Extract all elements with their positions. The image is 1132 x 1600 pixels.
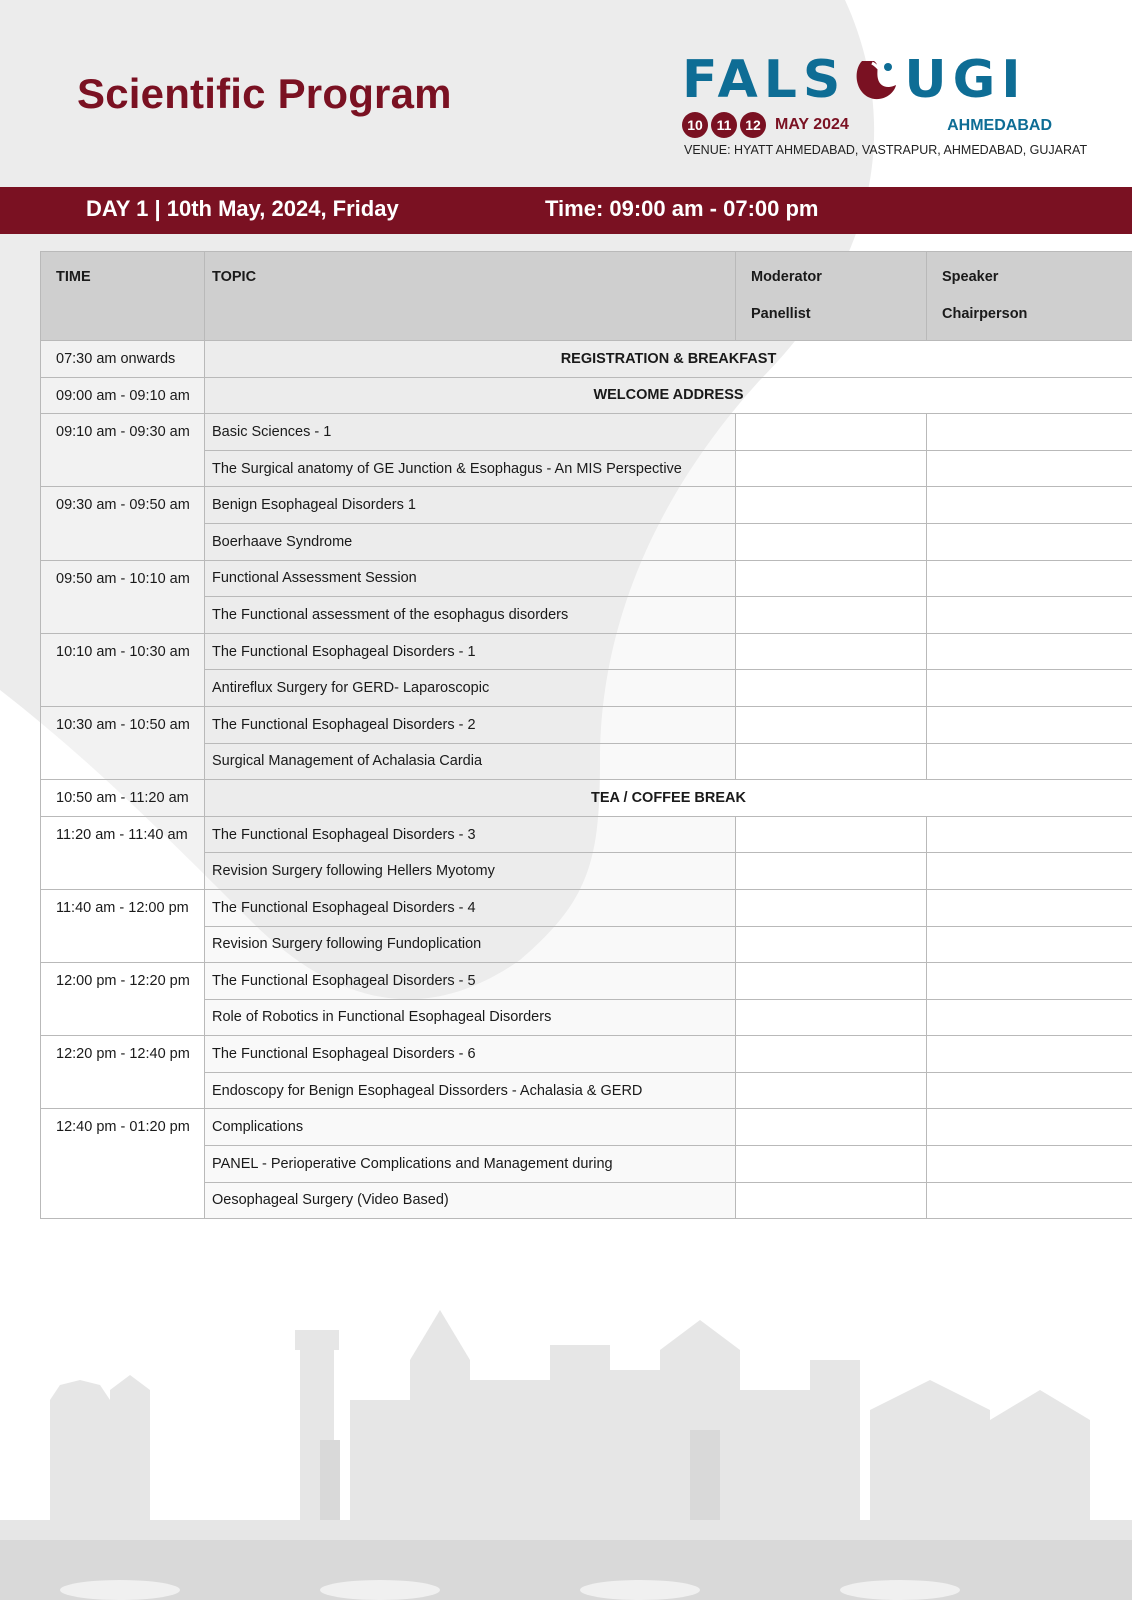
page-title: Scientific Program xyxy=(77,70,452,117)
session-topic: Oesophageal Surgery (Video Based) xyxy=(205,1182,736,1219)
session-topic: The Functional assessment of the esophagus disorders xyxy=(205,597,736,634)
session-time: 09:30 am - 09:50 am xyxy=(41,487,205,560)
logo-city: AHMEDABAD xyxy=(947,117,1052,134)
date-badge: 10 xyxy=(682,112,708,138)
table-row xyxy=(41,706,1132,743)
session-time: 09:50 am - 10:10 am xyxy=(41,560,205,633)
speaker-cell xyxy=(927,1146,1132,1183)
session-time: 10:50 am - 11:20 am xyxy=(41,780,205,817)
moderator-cell xyxy=(736,487,927,524)
session-topic: The Functional Esophageal Disorders - 5 xyxy=(205,963,736,1000)
venue-text: VENUE: HYATT AHMEDABAD, VASTRAPUR, AHMEDABAD, GUJARAT xyxy=(684,143,1088,157)
session-full-title: TEA / COFFEE BREAK xyxy=(205,780,1132,817)
table-row xyxy=(41,414,1132,451)
session-topic: The Functional Esophageal Disorders - 2 xyxy=(205,706,736,743)
session-topic: Basic Sciences - 1 xyxy=(205,414,736,451)
table-row xyxy=(41,926,1132,963)
session-topic: Complications xyxy=(205,1109,736,1146)
column-header-topic: TOPIC xyxy=(205,252,736,341)
moderator-cell xyxy=(736,1146,927,1183)
speaker-cell xyxy=(927,963,1132,1000)
session-full-title: WELCOME ADDRESS xyxy=(205,377,1132,414)
speaker-cell xyxy=(927,450,1132,487)
table-row xyxy=(41,1182,1132,1219)
moderator-cell xyxy=(736,999,927,1036)
date-badge: 11 xyxy=(711,112,737,138)
speaker-cell xyxy=(927,1036,1132,1073)
speaker-cell xyxy=(927,1072,1132,1109)
table-row xyxy=(41,487,1132,524)
moderator-cell xyxy=(736,633,927,670)
moderator-cell xyxy=(736,523,927,560)
table-row xyxy=(41,816,1132,853)
session-topic: Benign Esophageal Disorders 1 xyxy=(205,487,736,524)
stomach-icon xyxy=(850,55,900,105)
moderator-cell xyxy=(736,414,927,451)
speaker-cell xyxy=(927,523,1132,560)
speaker-cell xyxy=(927,487,1132,524)
session-time: 11:40 am - 12:00 pm xyxy=(41,889,205,962)
moderator-cell xyxy=(736,597,927,634)
day-label: DAY 1 | 10th May, 2024, Friday xyxy=(86,196,399,221)
moderator-cell xyxy=(736,816,927,853)
table-row xyxy=(41,633,1132,670)
table-row xyxy=(41,597,1132,634)
schedule-table xyxy=(40,251,1132,1219)
table-row xyxy=(41,889,1132,926)
speaker-cell xyxy=(927,633,1132,670)
table-row xyxy=(41,450,1132,487)
day-banner xyxy=(0,187,1132,234)
session-topic: Role of Robotics in Functional Esophageal Disorders xyxy=(205,999,736,1036)
date-badge: 12 xyxy=(740,112,766,138)
moderator-cell xyxy=(736,706,927,743)
city-skyline-illustration xyxy=(0,1290,1132,1600)
speaker-cell xyxy=(927,670,1132,707)
speaker-cell xyxy=(927,597,1132,634)
session-topic: The Functional Esophageal Disorders - 3 xyxy=(205,816,736,853)
logo-word-right: UGI xyxy=(904,50,1027,110)
column-header-moderator-panellist: Moderator Panellist xyxy=(736,252,927,341)
table-row xyxy=(41,963,1132,1000)
session-topic: The Functional Esophageal Disorders - 4 xyxy=(205,889,736,926)
schedule-body xyxy=(41,341,1132,1219)
moderator-cell xyxy=(736,926,927,963)
speaker-cell xyxy=(927,414,1132,451)
speaker-cell xyxy=(927,560,1132,597)
session-time: 09:00 am - 09:10 am xyxy=(41,377,205,414)
speaker-cell xyxy=(927,889,1132,926)
table-row xyxy=(41,999,1132,1036)
table-row xyxy=(41,670,1132,707)
logo-wordmark xyxy=(682,52,1027,108)
speaker-cell xyxy=(927,706,1132,743)
speaker-cell xyxy=(927,853,1132,890)
moderator-cell xyxy=(736,853,927,890)
table-row xyxy=(41,853,1132,890)
table-row xyxy=(41,1146,1132,1183)
session-time: 12:00 pm - 12:20 pm xyxy=(41,963,205,1036)
session-topic: PANEL - Perioperative Complications and Management during xyxy=(205,1146,736,1183)
session-topic: Endoscopy for Benign Esophageal Dissorders - Achalasia & GERD xyxy=(205,1072,736,1109)
speaker-cell xyxy=(927,816,1132,853)
session-topic: Boerhaave Syndrome xyxy=(205,523,736,560)
speaker-cell xyxy=(927,1182,1132,1219)
session-time: 09:10 am - 09:30 am xyxy=(41,414,205,487)
table-row xyxy=(41,560,1132,597)
session-topic: Revision Surgery following Fundoplication xyxy=(205,926,736,963)
moderator-cell xyxy=(736,1036,927,1073)
speaker-cell xyxy=(927,1109,1132,1146)
logo-month: MAY 2024 xyxy=(775,116,849,133)
session-time: 07:30 am onwards xyxy=(41,341,205,378)
day-time: Time: 09:00 am - 07:00 pm xyxy=(545,196,819,221)
session-topic: Revision Surgery following Hellers Myotomy xyxy=(205,853,736,890)
moderator-cell xyxy=(736,1072,927,1109)
column-header-speaker-chairperson: Speaker Chairperson xyxy=(927,252,1132,341)
session-topic: The Surgical anatomy of GE Junction & Esophagus - An MIS Perspective xyxy=(205,450,736,487)
table-row xyxy=(41,1072,1132,1109)
event-logo xyxy=(682,50,1088,162)
table-header-row xyxy=(41,252,1132,341)
moderator-cell xyxy=(736,1109,927,1146)
table-row xyxy=(41,1109,1132,1146)
table-row xyxy=(41,377,1132,414)
logo-word-left: FALS xyxy=(682,50,847,110)
session-topic: Antireflux Surgery for GERD- Laparoscopic xyxy=(205,670,736,707)
speaker-cell xyxy=(927,926,1132,963)
session-time: 12:40 pm - 01:20 pm xyxy=(41,1109,205,1219)
session-topic: The Functional Esophageal Disorders - 6 xyxy=(205,1036,736,1073)
session-time: 11:20 am - 11:40 am xyxy=(41,816,205,889)
column-header-time: TIME xyxy=(41,252,205,341)
session-topic: Surgical Management of Achalasia Cardia xyxy=(205,743,736,780)
speaker-cell xyxy=(927,999,1132,1036)
session-full-title: REGISTRATION & BREAKFAST xyxy=(205,341,1132,378)
moderator-cell xyxy=(736,670,927,707)
moderator-cell xyxy=(736,560,927,597)
moderator-cell xyxy=(736,963,927,1000)
session-time: 12:20 pm - 12:40 pm xyxy=(41,1036,205,1109)
session-topic: Functional Assessment Session xyxy=(205,560,736,597)
table-row xyxy=(41,780,1132,817)
session-topic: The Functional Esophageal Disorders - 1 xyxy=(205,633,736,670)
table-row xyxy=(41,341,1132,378)
moderator-cell xyxy=(736,450,927,487)
session-time: 10:30 am - 10:50 am xyxy=(41,706,205,779)
speaker-cell xyxy=(927,743,1132,780)
moderator-cell xyxy=(736,1182,927,1219)
session-time: 10:10 am - 10:30 am xyxy=(41,633,205,706)
logo-dates xyxy=(682,112,849,138)
table-row xyxy=(41,743,1132,780)
moderator-cell xyxy=(736,889,927,926)
table-row xyxy=(41,1036,1132,1073)
moderator-cell xyxy=(736,743,927,780)
table-row xyxy=(41,523,1132,560)
